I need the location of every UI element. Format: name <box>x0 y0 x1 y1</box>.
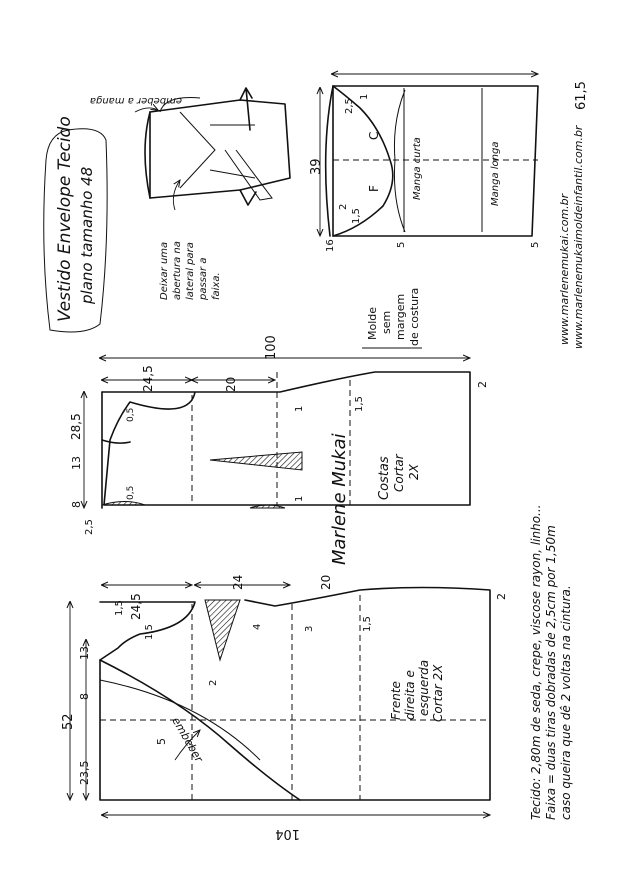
svg-text:embeber a manga: embeber a manga <box>89 95 182 106</box>
front-labels <box>61 575 508 841</box>
back-side-mark-1: 1 <box>294 405 305 412</box>
back-shoulder-width: 28,5 <box>69 413 83 440</box>
back-neck-2: 13 <box>70 456 83 470</box>
fabric-line-3: caso queira que dê 2 voltas na cintura. <box>559 585 573 820</box>
fabric-line-1: Tecido: 2,80m de seda, crepe, viscose rayon, linho... <box>529 504 543 820</box>
mold-note-1: Molde <box>366 306 379 340</box>
title-block <box>44 116 107 332</box>
sleeve-measure-6: 5 <box>396 241 407 248</box>
sleeve-measure-5: 16 <box>325 239 336 252</box>
front-bottom-width: 104 <box>275 826 300 841</box>
fabric-notes <box>529 505 573 821</box>
back-side-mark-3: 1,5 <box>354 396 365 412</box>
opening-note-5: faixa. <box>211 272 222 300</box>
sleeve-letter-c: C <box>367 131 381 140</box>
front-side-mark-3: 4 <box>252 623 263 630</box>
sleeve-measure-2: 1 <box>359 93 370 100</box>
sleeve-measure-3: 2 <box>338 203 349 210</box>
front-segment-2: 8 <box>78 693 91 700</box>
front-side-mark-1: 1,5 <box>144 624 155 640</box>
svg-text:61,5: 61,5 <box>574 81 589 110</box>
sleeve-short-label: Manga curta <box>412 137 423 200</box>
front-side-mark-4: 3 <box>304 625 315 632</box>
back-top-segment-2: 20 <box>224 376 238 392</box>
back-length: 100 <box>264 335 279 360</box>
sleeve-width <box>574 81 589 110</box>
sleeve-letter-f: F <box>367 185 381 192</box>
sleeve-measure-1: 2,5 <box>344 98 355 114</box>
back-neck-1: 8 <box>70 501 83 508</box>
svg-text:39: 39 <box>309 158 324 175</box>
front-top-segment-2: 24,5 <box>129 593 143 620</box>
mold-note-4: de costura <box>408 287 421 346</box>
opening-note-3: lateral para <box>185 242 196 300</box>
front-top-segment-3: 24 <box>231 574 245 590</box>
sleeve-measure-7: 5 <box>530 241 541 248</box>
back-label-1: Costas <box>377 456 392 500</box>
back-top-segment-1: 24,5 <box>141 365 155 392</box>
back-label-3: 2X <box>407 464 421 480</box>
sleeve-measures <box>325 94 541 252</box>
front-overlap-width: 52 <box>61 713 76 730</box>
back-label-2: Cortar <box>392 454 406 492</box>
opening-note-4: passar a <box>198 257 209 300</box>
mold-note-3: margem <box>394 293 407 340</box>
front-top-segment-4: 20 <box>319 574 333 590</box>
opening-note-1: Deixar uma <box>159 241 170 300</box>
opening-note <box>159 241 222 301</box>
sleeve-cap-height <box>309 158 324 175</box>
svg-text:Marlene Mukai: Marlene Mukai <box>329 433 350 565</box>
front-neck-mark: 13 <box>78 646 91 660</box>
front-hem-offset: 2 <box>495 593 508 600</box>
credit-2: www.marlenemukaimoldeinfantil.com.br <box>572 125 585 349</box>
opening-note-2: abertura na <box>172 241 183 300</box>
back-curve-mark-1: 0,5 <box>126 407 136 422</box>
sleeve-long-label: Manga longa <box>490 141 501 206</box>
mold-note-2: sem <box>380 310 393 334</box>
sleeve-measure-4: 1,5 <box>351 208 362 224</box>
front-label-3: esquerda <box>417 659 431 716</box>
back-neck-drop: 2,5 <box>84 519 95 535</box>
front-side-mark-5: 1,5 <box>362 616 373 632</box>
credit-1: www.marlenemukai.com.br <box>558 193 571 345</box>
back-curve-mark-2: 0,5 <box>126 485 136 500</box>
front-segment-1: 23,5 <box>78 760 91 785</box>
back-hem-offset: 2 <box>476 381 489 388</box>
sleeve-note <box>90 95 182 106</box>
back-side-mark-2: 1 <box>294 495 305 502</box>
front-slant-mark: 5 <box>155 738 168 745</box>
front-label-2: direita e <box>403 670 417 720</box>
credits <box>558 124 585 349</box>
title-line-1: Vestido Envelope Tecido <box>55 116 75 322</box>
front-label-1: Frente <box>389 681 403 720</box>
front-side-mark-2: 2 <box>208 679 219 686</box>
mold-note <box>362 288 422 348</box>
front-label-4: Cortar 2X <box>431 664 445 722</box>
front-top-segment-1: 1,5 <box>114 600 125 616</box>
title-line-2: plano tamanho 48 <box>78 166 96 304</box>
front-embeber: embeber <box>169 715 206 765</box>
signature <box>329 433 350 565</box>
fabric-line-2: Faixa = duas tiras dobradas de 2,5cm por 1,50m <box>544 525 558 820</box>
